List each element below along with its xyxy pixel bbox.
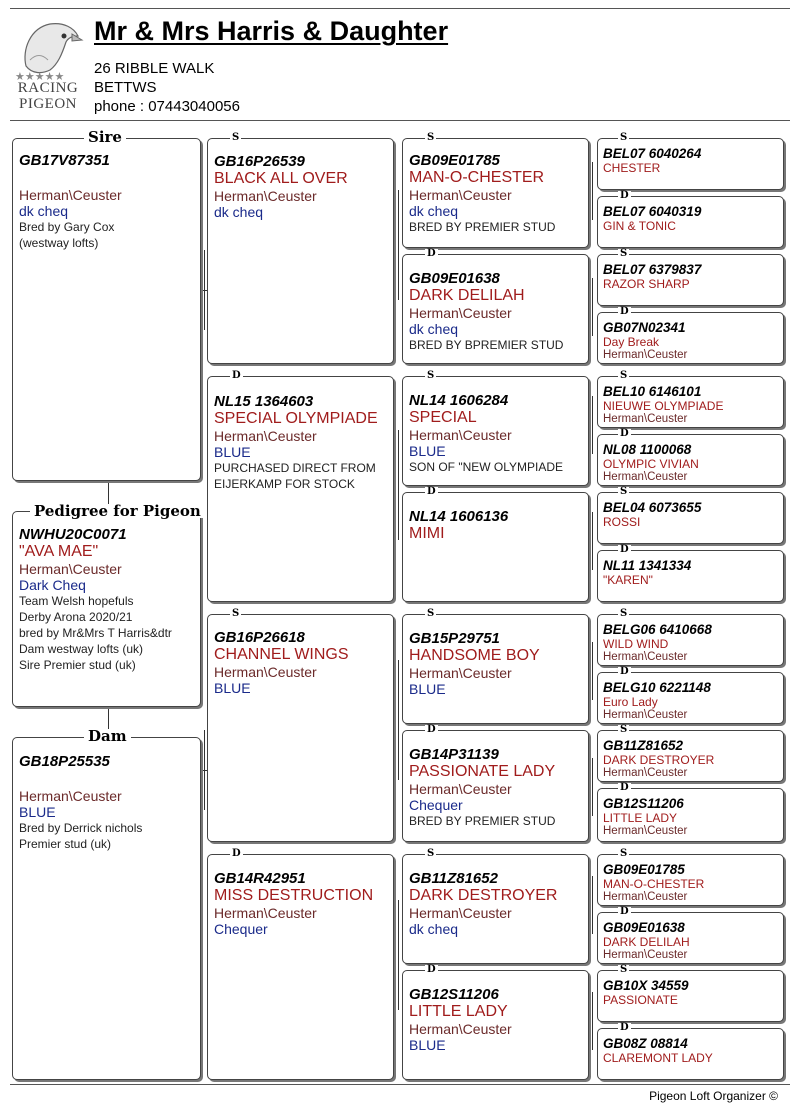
sire-label: Sire [84,130,126,144]
sire-ring-number: GB17V87351 [19,152,110,169]
gen4-box[interactable] [597,492,784,544]
dam-marker: D [620,1022,629,1033]
colour: BLUE [214,680,251,696]
gen4-box[interactable] [597,672,784,724]
subject-notes: Dam westway lofts (uk) [19,642,144,656]
colour: dk cheq [214,204,264,220]
sire-box[interactable] [12,138,201,481]
pedigree-label: Pedigree for Pigeon [30,504,205,518]
pigeon-name: MAN-O-CHESTER [409,169,545,186]
dam-notes: Premier stud (uk) [19,837,112,851]
pigeon-name: LITTLE LADY [409,1003,508,1020]
pigeon-name: CLAREMONT LADY [603,1051,713,1065]
sire-marker: S [427,848,435,859]
gen3-box[interactable] [402,730,589,842]
pigeon-name: BLACK ALL OVER [214,170,348,187]
gen4-box[interactable] [597,196,784,248]
ring-number: BEL07 6040319 [603,204,702,219]
gen4-box[interactable] [597,970,784,1022]
pigeon-name: SPECIAL OLYMPIADE [214,410,378,427]
ring-number: GB16P26618 [214,629,305,646]
ring-number: NL08 1100068 [603,442,692,457]
dam-marker: D [620,428,629,439]
strain: Herman\Ceuster [409,187,512,203]
ring-number: BEL07 6379837 [603,262,702,277]
ring-number: GB09E01785 [409,152,500,169]
logo-text-pigeon: PIGEON [19,96,77,112]
connector [592,758,593,816]
dam-marker: D [620,666,629,677]
pigeon-name: "KAREN" [603,573,653,587]
connector [592,512,593,570]
colour: dk cheq [409,321,459,337]
sire-marker: S [620,486,628,497]
dam-marker: D [427,486,436,497]
subject-notes: Derby Arona 2020/21 [19,610,133,624]
sire-marker: S [620,132,628,143]
pigeon-name: DARK DELILAH [603,935,690,949]
header-rule [10,120,790,121]
pigeon-name: DARK DESTROYER [603,753,715,767]
pigeon-name: RAZOR SHARP [603,277,690,291]
sire-marker: S [427,608,435,619]
granddam-sire-box[interactable] [207,376,394,602]
colour: Chequer [214,921,268,937]
subject-name: "AVA MAE" [19,543,99,560]
strain: Herman\Ceuster [214,188,317,204]
dam-marker: D [620,782,629,793]
connector [204,250,205,330]
ring-number: NL14 1606136 [409,508,509,525]
gen3-box[interactable] [402,614,589,724]
grandsire-sire-box[interactable] [207,138,394,364]
gen4-box[interactable] [597,614,784,666]
gen3-box[interactable] [402,492,589,602]
sire-marker: S [620,848,628,859]
dam-marker: D [620,190,629,201]
ring-number: GB08Z 08814 [603,1036,688,1051]
ring-number: BELG10 6221148 [603,680,711,695]
dam-notes: Bred by Derrick nichols [19,821,143,835]
ring-number: BEL04 6073655 [603,500,702,515]
pigeon-name: DARK DELILAH [409,287,525,304]
gen3-box[interactable] [402,138,589,248]
strain: Herman\Ceuster [409,427,512,443]
svg-text:★★★★★: ★★★★★ [15,70,65,83]
dam-colour: BLUE [19,804,56,820]
sire-marker: S [427,370,435,381]
pigeon-name: MIMI [409,525,445,542]
strain: Herman\Ceuster [409,1021,512,1037]
gen4-box[interactable] [597,854,784,906]
gen4-box[interactable] [597,1028,784,1080]
dam-marker: D [620,906,629,917]
ring-number: GB09E01785 [603,862,685,877]
connector [592,278,593,336]
dam-marker: D [427,248,436,259]
address-line-2: BETTWS [94,79,157,96]
pigeon-name: GIN & TONIC [603,219,676,233]
gen4-box[interactable] [597,912,784,964]
strain: Herman\Ceuster [409,781,512,797]
ring-number: GB09E01638 [603,920,685,935]
ring-number: GB07N02341 [603,320,686,335]
gen4-box[interactable] [597,730,784,782]
sire-strain: Herman\Ceuster [19,187,122,203]
notes: BRED BY PREMIER STUD [409,220,556,234]
gen4-box[interactable] [597,376,784,428]
strain: Herman\Ceuster [603,825,688,837]
dam-marker: D [232,848,241,859]
gen3-box[interactable] [402,376,589,486]
pigeon-name: CHESTER [603,161,661,175]
dam-ring-number: GB18P25535 [19,753,110,770]
ring-number: NL11 1341334 [603,558,692,573]
ring-number: BEL07 6040264 [603,146,702,161]
connector [398,660,399,780]
ring-number: GB10X 34559 [603,978,689,993]
dam-marker: D [232,370,241,381]
dam-label: Dam [84,729,131,743]
top-rule [10,8,790,9]
pigeon-name: MAN-O-CHESTER [603,877,705,891]
colour: BLUE [214,444,251,460]
sire-marker: S [620,964,628,975]
notes: SON OF "NEW OLYMPIADE [409,460,564,474]
notes: EIJERKAMP FOR STOCK [214,477,355,491]
pigeon-name: DARK DESTROYER [409,887,558,904]
ring-number: GB11Z81652 [409,870,498,887]
colour: dk cheq [409,203,459,219]
subject-pigeon-box[interactable] [12,511,201,707]
connector [592,396,593,454]
strain: Herman\Ceuster [409,905,512,921]
colour: BLUE [409,1037,446,1053]
strain: Herman\Ceuster [603,709,688,721]
strain: Herman\Ceuster [603,651,688,663]
ring-number: GB16P26539 [214,153,305,170]
dam-box[interactable] [12,737,201,1080]
strain: Herman\Ceuster [603,471,688,483]
pigeon-name: PASSIONATE [603,993,678,1007]
connector [592,992,593,1050]
subject-notes: Sire Premier stud (uk) [19,658,136,672]
ring-number: GB14R42951 [214,870,306,887]
pigeon-name: LITTLE LADY [603,811,678,825]
dam-marker: D [427,964,436,975]
subject-colour: Dark Cheq [19,577,86,593]
strain: Herman\Ceuster [603,349,688,361]
ring-number: GB12S11206 [409,986,499,1003]
gen4-box[interactable] [597,138,784,190]
strain: Herman\Ceuster [214,905,317,921]
footer-credit: Pigeon Loft Organizer © [649,1089,778,1103]
gen3-box[interactable] [402,254,589,364]
pigeon-name: PASSIONATE LADY [409,763,556,780]
subject-notes: Team Welsh hopefuls [19,594,134,608]
subject-strain: Herman\Ceuster [19,561,122,577]
strain: Herman\Ceuster [214,428,317,444]
pigeon-name: NIEUWE OLYMPIADE [603,399,724,413]
dam-marker: D [620,544,629,555]
sire-colour: dk cheq [19,203,69,219]
gen4-box[interactable] [597,788,784,842]
sire-marker: S [232,608,240,619]
strain: Herman\Ceuster [214,664,317,680]
pigeon-name: Day Break [603,335,660,349]
strain: Herman\Ceuster [603,413,688,425]
gen4-box[interactable] [597,254,784,306]
strain: Herman\Ceuster [603,949,688,961]
sire-marker: S [427,132,435,143]
owner-name: Mr & Mrs Harris & Daughter [94,16,449,46]
pigeon-name: HANDSOME BOY [409,647,540,664]
phone-number: phone : 07443040056 [94,98,240,115]
pigeon-name: Euro Lady [603,695,658,709]
connector [398,190,399,300]
pigeon-name: ROSSI [603,515,641,529]
strain: Herman\Ceuster [409,305,512,321]
dam-strain: Herman\Ceuster [19,788,122,804]
address-line-1: 26 RIBBLE WALK [94,60,215,77]
sire-marker: S [620,248,628,259]
ring-number: GB11Z81652 [603,738,684,753]
dam-marker: D [620,306,629,317]
strain: Herman\Ceuster [603,891,688,903]
ring-number: NL14 1606284 [409,392,509,409]
sire-marker: S [620,370,628,381]
logo-text-racing: RACING [17,80,79,96]
subject-notes: bred by Mr&Mrs T Harris&dtr [19,626,172,640]
connector [592,876,593,934]
pigeon-name: WILD WIND [603,637,669,651]
colour: BLUE [409,443,446,459]
footer-rule [10,1084,790,1085]
connector [204,730,205,810]
gen4-box[interactable] [597,550,784,602]
granddam-dam-box[interactable] [207,854,394,1080]
gen4-box[interactable] [597,312,784,364]
pigeon-name: SPECIAL [409,409,477,426]
gen3-box[interactable] [402,854,589,964]
connector [592,162,593,220]
pigeon-name: CHANNEL WINGS [214,646,349,663]
ring-number: GB09E01638 [409,270,500,287]
colour: Chequer [409,797,463,813]
sire-marker: S [620,724,628,735]
ring-number: NL15 1364603 [214,393,314,410]
notes: BRED BY PREMIER STUD [409,814,556,828]
ring-number: BEL10 6146101 [603,384,702,399]
notes: PURCHASED DIRECT FROM [214,461,376,475]
pigeon-name: OLYMPIC VIVIAN [603,457,699,471]
subject-ring-number: NWHU20C0071 [19,526,127,543]
ring-number: BELG06 6410668 [603,622,712,637]
ring-number: GB14P31139 [409,746,499,763]
sire-marker: S [620,608,628,619]
connector [398,900,399,1010]
grandsire-dam-box[interactable] [207,614,394,842]
colour: BLUE [409,681,446,697]
pigeon-name: MISS DESTRUCTION [214,887,374,904]
connector [398,430,399,540]
sire-marker: S [232,132,240,143]
colour: dk cheq [409,921,459,937]
dam-marker: D [427,724,436,735]
strain: Herman\Ceuster [409,665,512,681]
sire-notes: (westway lofts) [19,236,99,250]
gen3-box[interactable] [402,970,589,1080]
gen4-box[interactable] [597,434,784,486]
connector [592,642,593,700]
sire-notes: Bred by Gary Cox [19,220,115,234]
ring-number: GB12S11206 [603,796,684,811]
notes: BRED BY BPREMIER STUD [409,338,564,352]
strain: Herman\Ceuster [603,767,688,779]
ring-number: GB15P29751 [409,630,500,647]
